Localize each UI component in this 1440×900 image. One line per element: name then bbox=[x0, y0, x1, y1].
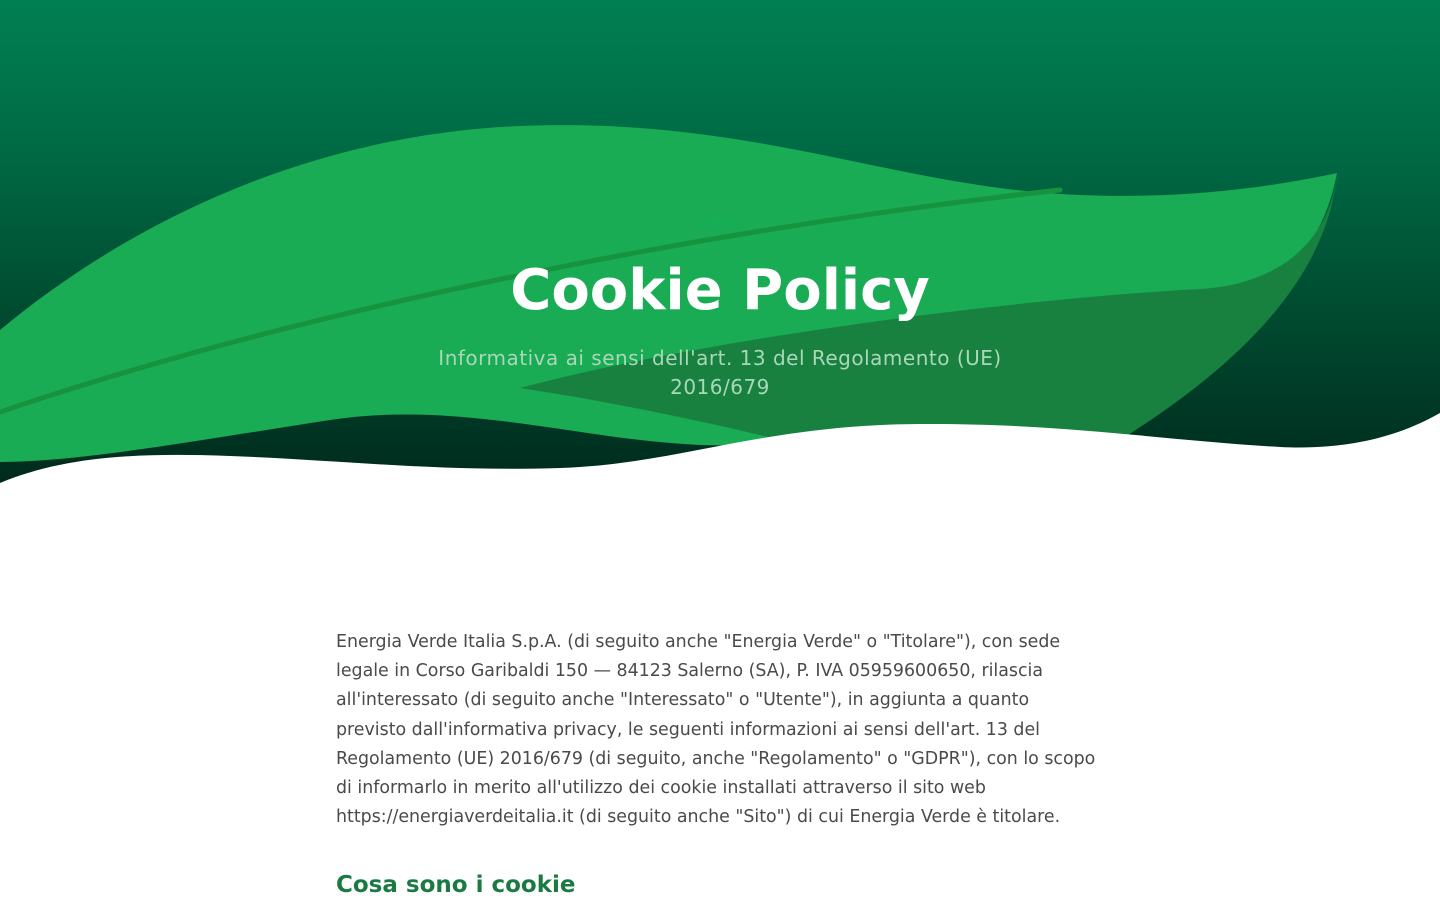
main-content bbox=[336, 628, 1104, 900]
hero-eyebrow: Legale bbox=[699, 213, 741, 227]
page-title: Cookie Policy bbox=[510, 258, 930, 323]
intro-paragraph: Energia Verde Italia S.p.A. (di seguito anche "Energia Verde" o "Titolare"), con sede legale in Corso Garibaldi 150 — 84123 Salerno (SA), P. IVA 05959600650, rilascia all'interessato (di seguito anche "Interessato" o "Utente"), in aggiunta a quanto previsto dall'informativa privacy, le seguenti informazioni ai sensi dell'art. 13 del Regolamento (UE) 2016/679 (di seguito, anche "Regolamento" o "GDPR"), con lo scopo di informarlo in merito all'utilizzo dei cookie installati attraverso il sito web https://energiaverdeitalia.it (di seguito anche "Sito") di cui Energia Verde è titolare. bbox=[336, 632, 1096, 828]
page-subtitle: Informativa ai sensi dell'art. 13 del Regolamento (UE) 2016/679 bbox=[438, 346, 1002, 399]
section-heading-cookies: Cosa sono i cookie bbox=[336, 872, 576, 899]
